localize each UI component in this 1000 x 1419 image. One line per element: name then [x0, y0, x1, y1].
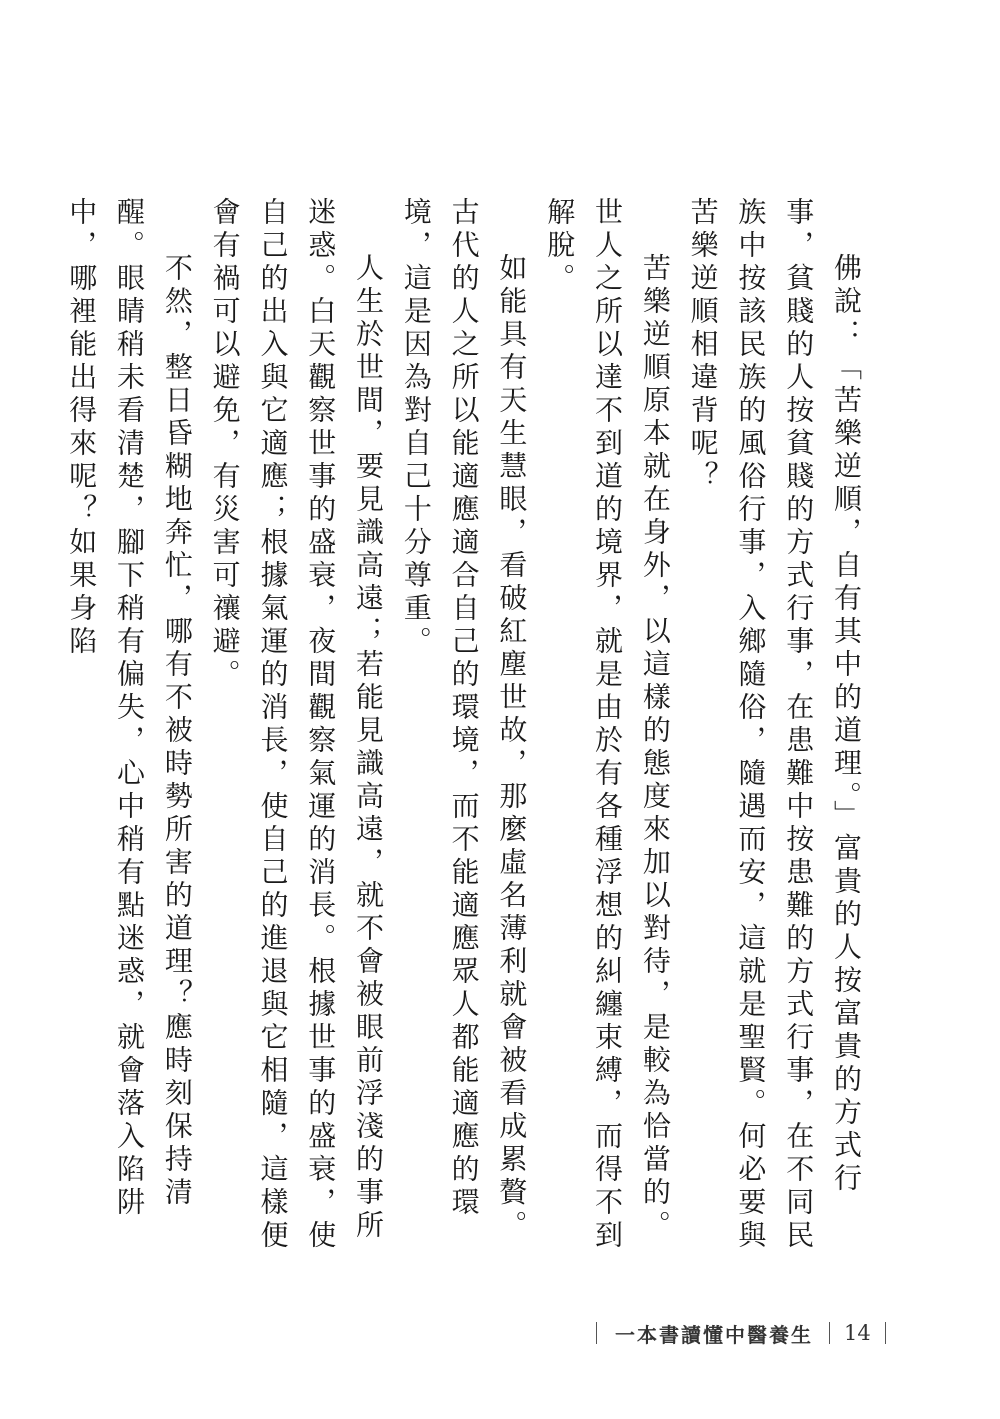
footer-divider-middle — [829, 1322, 830, 1344]
body-text — [65, 197, 870, 1257]
paragraph-1: 佛說：「苦樂逆順，自有其中的道理。」富貴的人按富貴的方式行事，貧賤的人按貧賤的方式行事，在患難中按患難的方式行事，在不同民族中按該民族的風俗行事，入鄉隨俗，隨遇而安，這就是聖賢。何必要與苦樂逆順相違背呢？ — [686, 197, 863, 1253]
footer-divider-right — [885, 1322, 886, 1344]
footer-divider-left — [596, 1322, 597, 1344]
paragraph-3: 如能具有天生慧眼，看破紅塵世故，那麼虛名薄利就會被看成累贅。古代的人之所以能適應適合自己的環境，而不能適應眾人都能適應的環境，這是因為對自己十分尊重。 — [399, 197, 529, 1243]
paragraph-4: 人生於世間，要見識高遠；若能見識高遠，就不會被眼前浮淺的事所迷惑。白天觀察世事的盛衰，夜間觀察氣運的消長。根據世事的盛衰，使自己的出入與它適應；根據氣運的消長，使自己的進退與它相隨，這樣便會有禍可以避免，有災害可禳避。 — [208, 197, 386, 1253]
paragraph-5: 不然，整日昏糊地奔忙，哪有不被時勢所害的道理？應時刻保持清醒。眼睛稍未看清楚，腳下稍有偏失，心中稍有點迷惑，就會落入陷阱中，哪裡能出得來呢？如果身陷 — [65, 197, 194, 1220]
footer-book-title: 一本書讀懂中醫養生 — [615, 1322, 813, 1347]
page-number: 14 — [844, 1321, 871, 1345]
paragraph-2: 苦樂逆順原本就在身外，以這樣的態度來加以對待，是較為恰當的。世人之所以達不到道的境界，就是由於有各種浮想的糾纏束縛，而得不到解脫。 — [543, 197, 672, 1253]
page-footer — [596, 1318, 886, 1348]
